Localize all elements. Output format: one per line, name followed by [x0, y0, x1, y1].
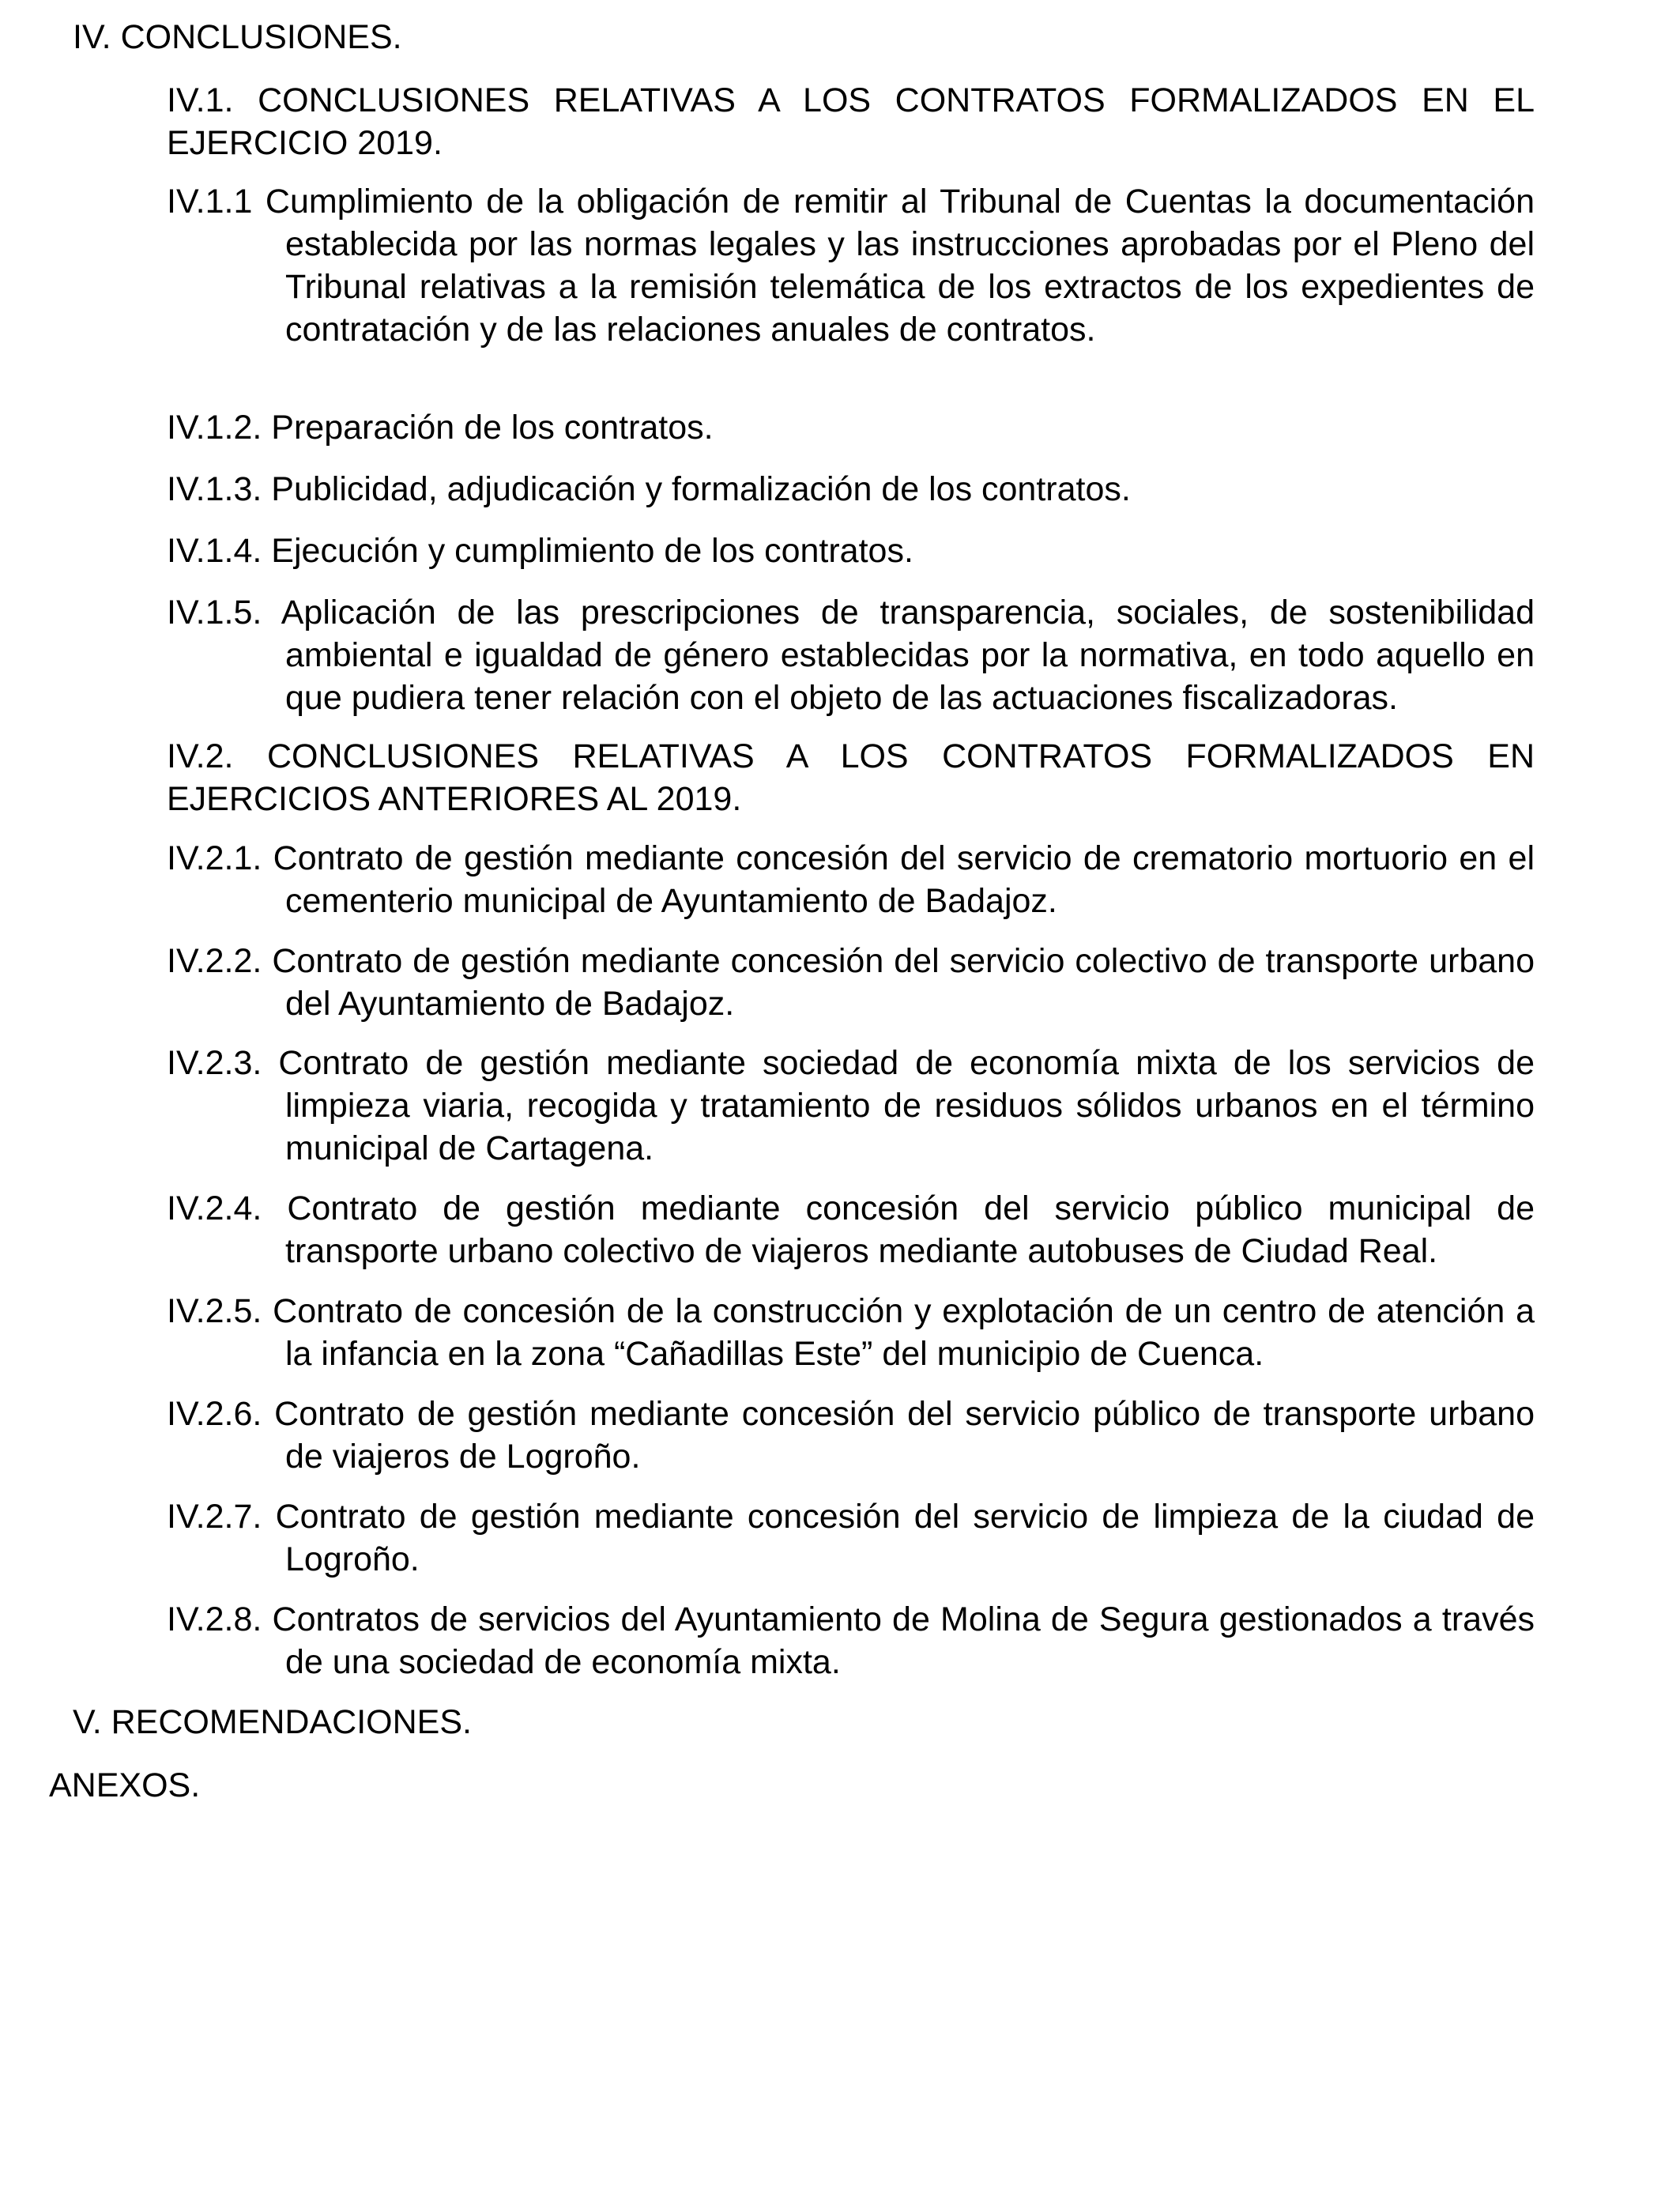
toc-entry-iv2-5: IV.2.5. Contrato de concesión de la construcción y explotación de un centro de atención a la infancia en la zona “Cañadillas Este” del municipio de Cuenca.: [167, 1292, 1535, 1373]
toc-entry-iv2-4: IV.2.4. Contrato de gestión mediante concesión del servicio público municipal de transporte urbano colectivo de viajeros mediante autobuses de Ciudad Real.: [167, 1189, 1535, 1270]
toc-heading-conclusiones: IV. CONCLUSIONES.: [73, 18, 402, 56]
toc-entry-iv2: IV.2. CONCLUSIONES RELATIVAS A LOS CONTRATOS FORMALIZADOS EN EJERCICIOS ANTERIORES AL 2019.: [167, 737, 1535, 818]
toc-entry-iv1: IV.1. CONCLUSIONES RELATIVAS A LOS CONTRATOS FORMALIZADOS EN EL EJERCICIO 2019.: [167, 81, 1535, 162]
toc-entry-iv1-1: IV.1.1 Cumplimiento de la obligación de remitir al Tribunal de Cuentas la documentación establecida por las normas legales y las instrucciones aprobadas por el Pleno del Tribunal relativas a la remisión telemática de los extractos de los expedientes de contratación y de las relaciones anuales de contratos.: [167, 183, 1535, 349]
toc-entry-iv2-6: IV.2.6. Contrato de gestión mediante concesión del servicio público de transporte urbano de viajeros de Logroño.: [167, 1395, 1535, 1476]
toc-entry-iv1-3: IV.1.3. Publicidad, adjudicación y formalización de los contratos.: [167, 470, 1131, 508]
toc-entry-iv1-2: IV.1.2. Preparación de los contratos.: [167, 409, 714, 447]
toc-entry-iv2-3: IV.2.3. Contrato de gestión mediante sociedad de economía mixta de los servicios de limpieza viaria, recogida y tratamiento de residuos sólidos urbanos en el término municipal de Cartagena.: [167, 1044, 1535, 1167]
toc-entry-iv1-4: IV.1.4. Ejecución y cumplimiento de los contratos.: [167, 532, 913, 570]
toc-heading-anexos: ANEXOS.: [49, 1766, 201, 1804]
toc-entry-iv2-1: IV.2.1. Contrato de gestión mediante concesión del servicio de crematorio mortuorio en el cementerio municipal de Ayuntamiento de Badajoz.: [167, 839, 1535, 920]
toc-entry-iv2-2: IV.2.2. Contrato de gestión mediante concesión del servicio colectivo de transporte urbano del Ayuntamiento de Badajoz.: [167, 942, 1535, 1023]
toc-entry-iv2-8: IV.2.8. Contratos de servicios del Ayuntamiento de Molina de Segura gestionados a través de una sociedad de economía mixta.: [167, 1600, 1535, 1681]
toc-heading-recomendaciones: V. RECOMENDACIONES.: [73, 1703, 472, 1741]
toc-entry-iv1-5: IV.1.5. Aplicación de las prescripciones de transparencia, sociales, de sostenibilidad ambiental e igualdad de género establecidas por la normativa, en todo aquello en que pudiera tener relación con el objeto de las actuaciones fiscalizadoras.: [167, 594, 1535, 717]
toc-entry-iv2-7: IV.2.7. Contrato de gestión mediante concesión del servicio de limpieza de la ciudad de Logroño.: [167, 1498, 1535, 1578]
